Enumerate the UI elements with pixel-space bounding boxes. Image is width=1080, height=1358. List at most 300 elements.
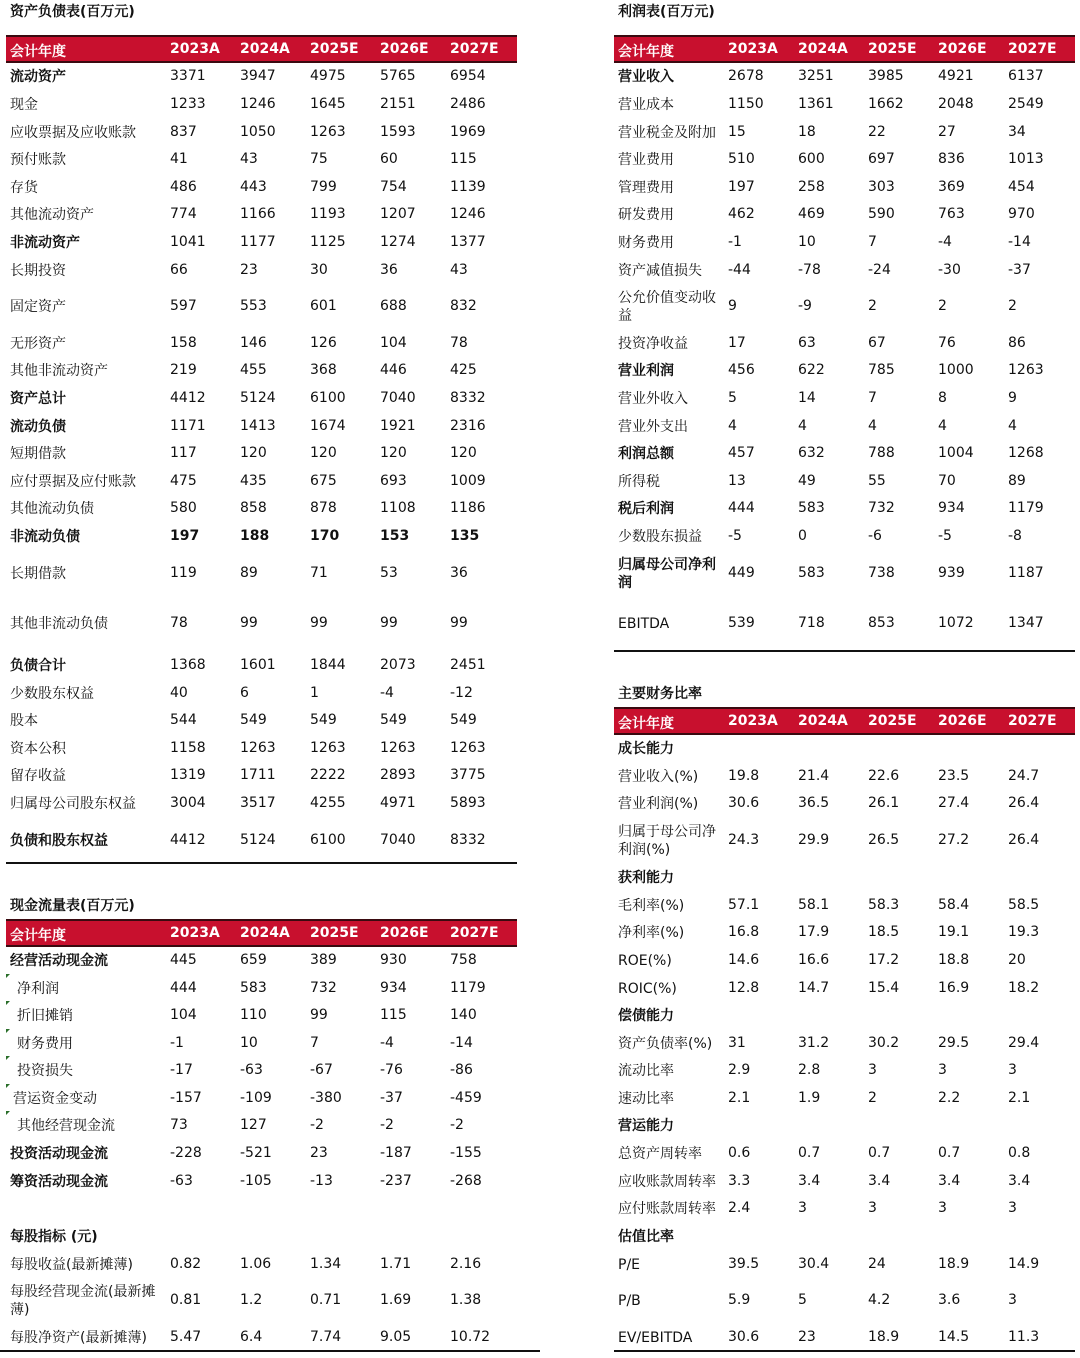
cell-value: 1263: [1008, 362, 1044, 378]
table-row: [6, 1329, 517, 1347]
cell-value: 26.1: [868, 795, 900, 811]
row-label: 流动比率: [618, 1063, 674, 1079]
table-row: [6, 234, 517, 252]
header-year: 2026E: [380, 41, 429, 57]
table-row: [614, 500, 1075, 518]
cell-value: 1187: [1008, 565, 1044, 581]
cell-value: 799: [310, 179, 337, 195]
cell-value: 258: [798, 179, 825, 195]
cell-value: 120: [310, 445, 337, 461]
cell-value: 1179: [1008, 500, 1044, 516]
cell-value: -63: [240, 1062, 263, 1078]
table-row: [6, 528, 517, 546]
cell-value: 1125: [310, 234, 346, 250]
cell-value: 120: [240, 445, 267, 461]
cell-value: 718: [798, 615, 825, 631]
cell-value: 120: [380, 445, 407, 461]
cell-value: -37: [380, 1090, 403, 1106]
cell-value: -30: [938, 262, 961, 278]
cell-value: 22.6: [868, 768, 900, 784]
cell-value: 3947: [240, 68, 276, 84]
cell-value: 115: [380, 1007, 407, 1023]
table-row: [6, 298, 517, 316]
row-label: 每股经营现金流(最新摊薄): [10, 1284, 156, 1318]
cell-value: 2.1: [728, 1090, 751, 1106]
table-row: [614, 1173, 1075, 1191]
cell-value: 3.3: [728, 1173, 751, 1189]
cell-value: 9: [728, 298, 737, 314]
cell-value: 58.1: [798, 897, 830, 913]
row-label: 资产减值损失: [618, 263, 702, 279]
cell-value: 2316: [450, 418, 486, 434]
cell-value: 1263: [310, 740, 346, 756]
cell-value: 475: [170, 473, 197, 489]
header-year: 2023A: [728, 713, 778, 729]
cell-value: 0.71: [310, 1292, 342, 1308]
cell-value: 837: [170, 124, 197, 140]
cell-value: 67: [868, 335, 886, 351]
cell-value: 126: [310, 335, 337, 351]
row-label: P/B: [618, 1293, 641, 1309]
table-row: [614, 924, 1075, 942]
cell-value: 3: [1008, 1062, 1017, 1078]
cell-value: 29.4: [1008, 1035, 1040, 1051]
cell-value: 1072: [938, 615, 974, 631]
cell-value: 5: [798, 1292, 807, 1308]
cell-value: 18.9: [938, 1256, 970, 1272]
cell-value: 1108: [380, 500, 416, 516]
cell-value: 17.9: [798, 924, 830, 940]
cell-value: 99: [310, 1007, 328, 1023]
table-row: [614, 1062, 1075, 1080]
cell-value: 15: [728, 124, 746, 140]
cell-value: 9.05: [380, 1329, 412, 1345]
table-bottom-rule: [0, 1350, 540, 1352]
cell-value: 462: [728, 206, 755, 222]
cell-value: 456: [728, 362, 755, 378]
cell-value: 1.34: [310, 1256, 342, 1272]
table-row: [6, 1090, 517, 1108]
cell-value: 18: [798, 124, 816, 140]
cell-value: 3.4: [1008, 1173, 1031, 1189]
cell-value: 78: [450, 335, 468, 351]
cell-value: 3517: [240, 795, 276, 811]
cell-value: 14: [798, 390, 816, 406]
cell-value: 1645: [310, 96, 346, 112]
row-label: 长期投资: [10, 263, 66, 279]
cell-value: 1.71: [380, 1256, 412, 1272]
row-label: 流动资产: [10, 69, 66, 85]
cell-value: 36: [380, 262, 398, 278]
cell-value: 14.9: [1008, 1256, 1040, 1272]
cell-value: -105: [240, 1173, 272, 1189]
comment-marker-icon: [6, 1111, 10, 1115]
cell-value: 99: [240, 615, 258, 631]
cell-value: 26.5: [868, 832, 900, 848]
cell-value: 549: [380, 712, 407, 728]
cell-value: 6137: [1008, 68, 1044, 84]
cell-value: 66: [170, 262, 188, 278]
cell-value: 0.8: [1008, 1145, 1031, 1161]
cell-value: 7: [310, 1035, 319, 1051]
cell-value: 104: [170, 1007, 197, 1023]
cell-value: 6: [240, 685, 249, 701]
row-label: ROE(%): [618, 953, 672, 969]
cell-value: 2: [938, 298, 947, 314]
table-bottom-rule: [614, 650, 1075, 652]
table-row: [6, 1173, 517, 1191]
cell-value: 6100: [310, 832, 346, 848]
cell-value: 5124: [240, 832, 276, 848]
cell-value: 1662: [868, 96, 904, 112]
cell-value: 4.2: [868, 1292, 891, 1308]
header-year: 2026E: [938, 713, 987, 729]
cell-value: 454: [1008, 179, 1035, 195]
row-label: 非流动资产: [10, 235, 80, 251]
cell-value: 16.8: [728, 924, 760, 940]
cell-value: 24.3: [728, 832, 760, 848]
cell-value: 12.8: [728, 980, 760, 996]
table-row: [614, 151, 1075, 169]
cell-value: -9: [798, 298, 812, 314]
cell-value: 63: [798, 335, 816, 351]
cell-value: 6.4: [240, 1329, 263, 1345]
cell-value: 8332: [450, 832, 486, 848]
cell-value: 1193: [310, 206, 346, 222]
row-label: 归属母公司净利润: [618, 557, 716, 591]
row-label: 预付账款: [10, 152, 66, 168]
row-label: 营业税金及附加: [618, 125, 716, 141]
table-row: [6, 767, 517, 785]
row-label: 利润总额: [618, 446, 674, 462]
table-row: [614, 335, 1075, 353]
cell-value: 788: [868, 445, 895, 461]
cell-value: 675: [310, 473, 337, 489]
table-row: [614, 1292, 1075, 1310]
cell-value: 57.1: [728, 897, 760, 913]
row-label: 营业利润(%): [618, 796, 699, 812]
cell-value: 1041: [170, 234, 206, 250]
row-label: 归属于母公司净利润(%): [618, 824, 716, 858]
cell-value: 693: [380, 473, 407, 489]
cell-value: 1233: [170, 96, 206, 112]
cell-value: 1004: [938, 445, 974, 461]
header-year: 2027E: [450, 41, 499, 57]
cell-value: 9: [1008, 390, 1017, 406]
section-title: 每股指标 (元): [10, 1229, 98, 1245]
row-label: 现金: [10, 97, 38, 113]
table-row: [614, 445, 1075, 463]
cell-value: 89: [240, 565, 258, 581]
cell-value: 2486: [450, 96, 486, 112]
cell-value: -237: [380, 1173, 412, 1189]
cell-value: 7040: [380, 832, 416, 848]
cell-value: 659: [240, 952, 267, 968]
row-label: 其他非流动负债: [10, 616, 108, 632]
table-row: [614, 1090, 1075, 1108]
cell-value: 2.4: [728, 1200, 751, 1216]
row-label: P/E: [618, 1257, 641, 1273]
cell-value: 23: [240, 262, 258, 278]
cell-value: 1150: [728, 96, 764, 112]
cell-value: 544: [170, 712, 197, 728]
cell-value: 1263: [450, 740, 486, 756]
cell-value: -4: [938, 234, 952, 250]
cell-value: 10: [240, 1035, 258, 1051]
row-label: 非流动负债: [10, 529, 80, 545]
cell-value: 30.2: [868, 1035, 900, 1051]
table-row: [614, 869, 1075, 887]
table-row: [614, 1200, 1075, 1218]
row-label: 营运能力: [618, 1118, 674, 1134]
section-title: 利润表(百万元): [618, 4, 715, 20]
table-row: [614, 795, 1075, 813]
cell-value: 754: [380, 179, 407, 195]
cell-value: 853: [868, 615, 895, 631]
cell-value: 539: [728, 615, 755, 631]
row-label: 净利润: [17, 981, 59, 997]
cell-value: 31: [728, 1035, 746, 1051]
cell-value: 71: [310, 565, 328, 581]
row-label: 应收账款周转率: [618, 1174, 716, 1190]
cell-value: 2.1: [1008, 1090, 1031, 1106]
cell-value: 14.7: [798, 980, 830, 996]
cell-value: 2.9: [728, 1062, 751, 1078]
cell-value: 1268: [1008, 445, 1044, 461]
cell-value: 30.6: [728, 1329, 760, 1345]
cell-value: 0.6: [728, 1145, 751, 1161]
cell-value: 99: [310, 615, 328, 631]
cell-value: 16.9: [938, 980, 970, 996]
row-label: 研发费用: [618, 207, 674, 223]
cell-value: 4412: [170, 832, 206, 848]
row-label: 成长能力: [618, 741, 674, 757]
cell-value: 76: [938, 335, 956, 351]
cell-value: -521: [240, 1145, 272, 1161]
cell-value: 580: [170, 500, 197, 516]
cell-value: 89: [1008, 473, 1026, 489]
table-row: [6, 206, 517, 224]
cell-value: 8: [938, 390, 947, 406]
cell-value: 29.5: [938, 1035, 970, 1051]
cell-value: 2549: [1008, 96, 1044, 112]
cell-value: 140: [450, 1007, 477, 1023]
cell-value: 5.47: [170, 1329, 202, 1345]
cell-value: 2.8: [798, 1062, 821, 1078]
cell-value: 27.4: [938, 795, 970, 811]
cell-value: 553: [240, 298, 267, 314]
cell-value: 1844: [310, 657, 346, 673]
cell-value: 29.9: [798, 832, 830, 848]
cell-value: 1921: [380, 418, 416, 434]
cell-value: 127: [240, 1117, 267, 1133]
cell-value: 26.4: [1008, 832, 1040, 848]
cell-value: 774: [170, 206, 197, 222]
table-row: [614, 179, 1075, 197]
cell-value: -2: [310, 1117, 324, 1133]
cell-value: 930: [380, 952, 407, 968]
row-label: 管理费用: [618, 180, 674, 196]
cell-value: 153: [380, 528, 410, 544]
cell-value: 75: [310, 151, 328, 167]
cell-value: 26.4: [1008, 795, 1040, 811]
cell-value: 4: [868, 418, 877, 434]
cell-value: 622: [798, 362, 825, 378]
cell-value: 1263: [310, 124, 346, 140]
cell-value: -2: [450, 1117, 464, 1133]
cell-value: 158: [170, 335, 197, 351]
row-label: 毛利率(%): [618, 898, 685, 914]
table-row: [6, 1284, 517, 1318]
cell-value: -14: [1008, 234, 1031, 250]
cell-value: 40: [170, 685, 188, 701]
cell-value: 3371: [170, 68, 206, 84]
header-year: 2025E: [868, 713, 917, 729]
cell-value: 1177: [240, 234, 276, 250]
table-row: [6, 980, 517, 998]
cell-value: 1166: [240, 206, 276, 222]
row-label: 其他流动资产: [10, 207, 94, 223]
table-row: [6, 335, 517, 353]
section-title: 主要财务比率: [618, 686, 702, 702]
cell-value: 5: [728, 390, 737, 406]
cell-value: 600: [798, 151, 825, 167]
table-header-row: [6, 35, 517, 63]
header-year: 2027E: [1008, 41, 1057, 57]
cell-value: 444: [728, 500, 755, 516]
row-label: 资产总计: [10, 391, 66, 407]
cell-value: -1: [170, 1035, 184, 1051]
cell-value: -12: [450, 685, 473, 701]
cell-value: -8: [1008, 528, 1022, 544]
cell-value: 13: [728, 473, 746, 489]
row-label: 其他非流动资产: [10, 363, 108, 379]
header-year: 2023A: [170, 925, 220, 941]
row-label: 公允价值变动收益: [618, 290, 716, 324]
cell-value: -13: [310, 1173, 333, 1189]
header-year: 2027E: [1008, 713, 1057, 729]
row-label: 净利率(%): [618, 925, 685, 941]
cell-value: 4412: [170, 390, 206, 406]
row-label: 营业收入: [618, 69, 674, 85]
cell-value: 17.2: [868, 952, 900, 968]
cell-value: 3.4: [798, 1173, 821, 1189]
cell-value: 1179: [450, 980, 486, 996]
cell-value: 1.06: [240, 1256, 272, 1272]
cell-value: 36: [450, 565, 468, 581]
cell-value: 446: [380, 362, 407, 378]
table-row: [6, 615, 517, 633]
cell-value: 455: [240, 362, 267, 378]
row-label: EBITDA: [618, 616, 670, 632]
row-label: 存货: [10, 180, 38, 196]
row-label: 所得税: [618, 474, 660, 490]
comment-marker-icon: [6, 1084, 10, 1088]
row-label: 营运资金变动: [13, 1091, 97, 1107]
cell-value: 597: [170, 298, 197, 314]
row-label: 资产负债率(%): [618, 1036, 713, 1052]
cell-value: -4: [380, 685, 394, 701]
cell-value: 119: [170, 565, 197, 581]
row-label: ROIC(%): [618, 981, 677, 997]
cell-value: 1263: [380, 740, 416, 756]
cell-value: -155: [450, 1145, 482, 1161]
table-row: [614, 206, 1075, 224]
cell-value: 2893: [380, 767, 416, 783]
table-header-row: [614, 707, 1075, 735]
row-label: 负债和股东权益: [10, 833, 108, 849]
table-row: [614, 96, 1075, 114]
table-row: [614, 557, 1075, 591]
cell-value: 732: [868, 500, 895, 516]
cell-value: 99: [380, 615, 398, 631]
cell-value: 549: [450, 712, 477, 728]
cell-value: 3.6: [938, 1292, 961, 1308]
row-label: 投资活动现金流: [10, 1146, 108, 1162]
cell-value: -1: [728, 234, 742, 250]
cell-value: 1: [310, 685, 319, 701]
cell-value: 30: [310, 262, 328, 278]
cell-value: 1207: [380, 206, 416, 222]
row-label: 流动负债: [10, 419, 66, 435]
cell-value: 30.6: [728, 795, 760, 811]
row-label: 短期借款: [10, 446, 66, 462]
row-label: 其他流动负债: [10, 501, 94, 517]
row-label: 其他经营现金流: [17, 1118, 115, 1134]
table-row: [6, 685, 517, 703]
cell-value: 3: [938, 1200, 947, 1216]
cell-value: 303: [868, 179, 895, 195]
cell-value: 1.2: [240, 1292, 263, 1308]
cell-value: 6954: [450, 68, 486, 84]
cell-value: 27: [938, 124, 956, 140]
cell-value: 11.3: [1008, 1329, 1040, 1345]
cell-value: 457: [728, 445, 755, 461]
table-row: [614, 362, 1075, 380]
row-label: 资本公积: [10, 741, 66, 757]
cell-value: -6: [868, 528, 882, 544]
row-label: 税后利润: [618, 501, 674, 517]
table-row: [6, 124, 517, 142]
cell-value: 120: [450, 445, 477, 461]
cell-value: 5.9: [728, 1292, 751, 1308]
cell-value: 0.7: [798, 1145, 821, 1161]
cell-value: -67: [310, 1062, 333, 1078]
row-label: 营业收入(%): [618, 769, 699, 785]
cell-value: 2451: [450, 657, 486, 673]
cell-value: 738: [868, 565, 895, 581]
cell-value: -2: [380, 1117, 394, 1133]
cell-value: 23: [798, 1329, 816, 1345]
table-row: [6, 832, 517, 850]
cell-value: 1377: [450, 234, 486, 250]
cell-value: -37: [1008, 262, 1031, 278]
cell-value: 78: [170, 615, 188, 631]
cell-value: 73: [170, 1117, 188, 1133]
cell-value: 5124: [240, 390, 276, 406]
cell-value: 486: [170, 179, 197, 195]
cell-value: 197: [728, 179, 755, 195]
cell-value: 10: [798, 234, 816, 250]
cell-value: 1361: [798, 96, 834, 112]
cell-value: 39.5: [728, 1256, 760, 1272]
table-row: [6, 1256, 517, 1274]
cell-value: 449: [728, 565, 755, 581]
row-label: 折旧摊销: [17, 1008, 73, 1024]
cell-value: 688: [380, 298, 407, 314]
cell-value: 1.9: [798, 1090, 821, 1106]
row-label: 归属母公司股东权益: [10, 796, 136, 812]
